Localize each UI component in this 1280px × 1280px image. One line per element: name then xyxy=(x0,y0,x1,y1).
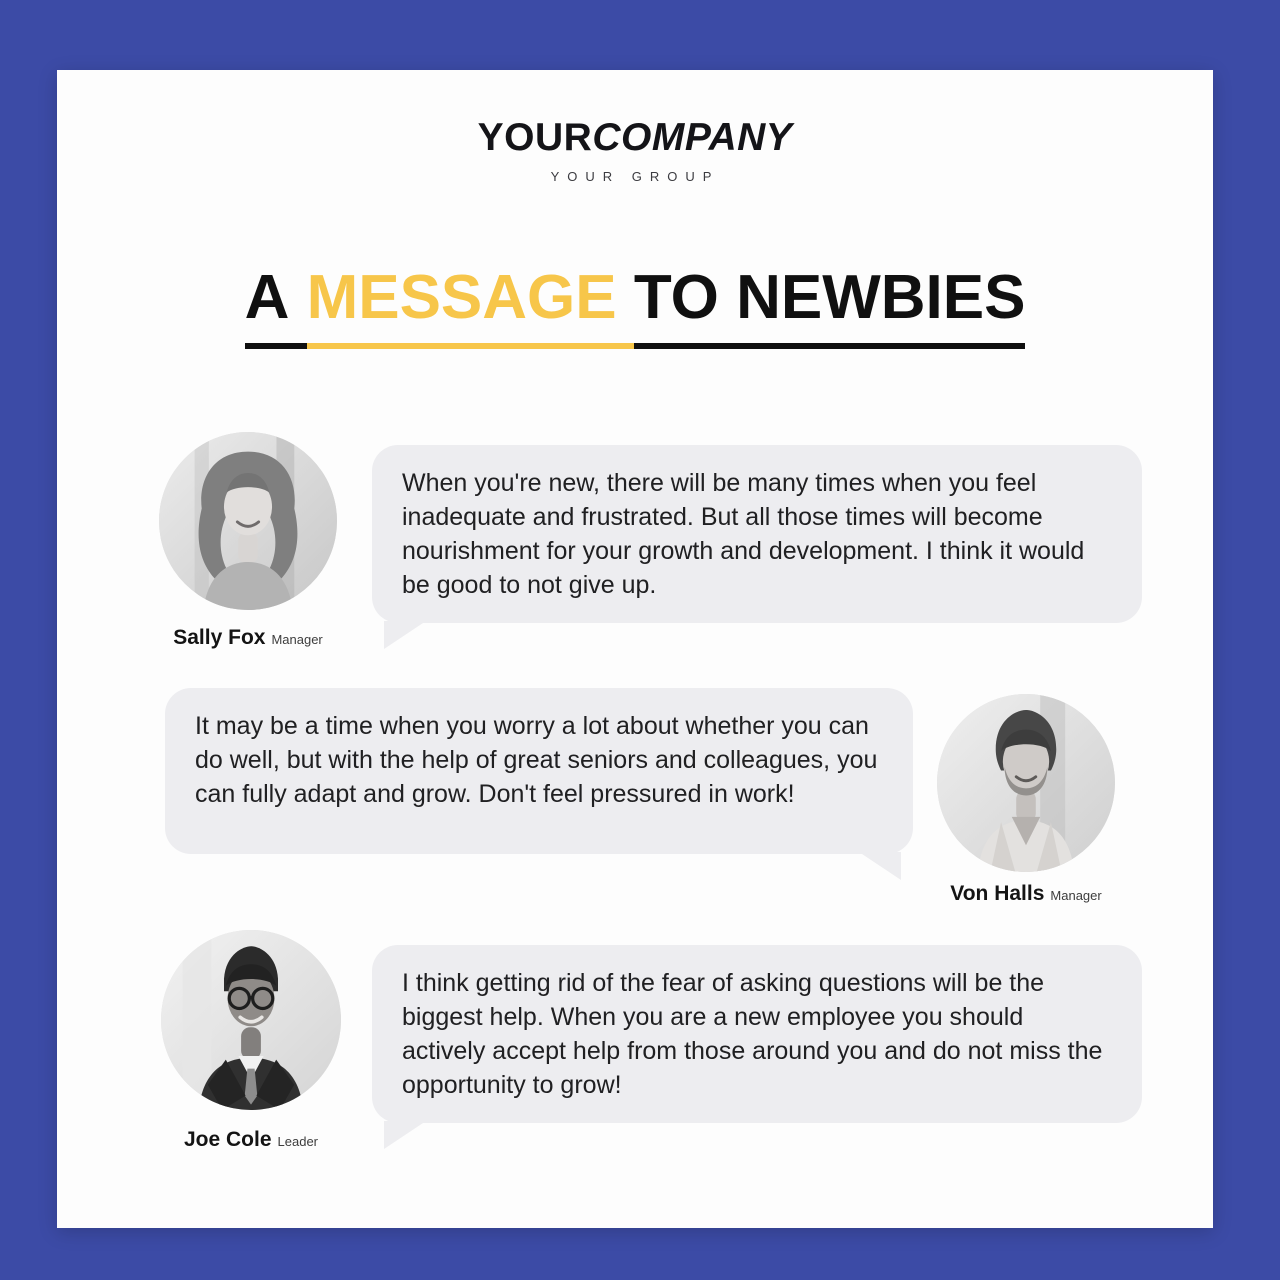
avatar-sally-fox xyxy=(159,432,337,610)
title-suffix: TO NEWBIES xyxy=(634,262,1026,349)
title-prefix: A xyxy=(245,262,307,349)
woman-portrait-icon xyxy=(159,432,337,610)
brand-name-bold: YOUR xyxy=(477,116,593,159)
message-text: It may be a time when you worry a lot about whether you can do well, but with the help of great seniors and colleagues, you can fully adapt and grow. Don't feel pressured in work! xyxy=(195,712,878,808)
speaker-caption-joe xyxy=(184,1128,318,1152)
man-portrait-icon xyxy=(937,694,1115,872)
speaker-name: Sally Fox xyxy=(173,626,266,649)
avatar-von-halls xyxy=(937,694,1115,872)
speech-bubble-von xyxy=(165,688,913,854)
brand-name-italic: COMPANY xyxy=(592,116,793,159)
speaker-name: Von Halls xyxy=(950,882,1045,905)
man-glasses-portrait-icon xyxy=(161,930,341,1110)
speech-bubble-joe xyxy=(372,945,1142,1123)
speech-bubble-sally xyxy=(372,445,1142,623)
speaker-role: Leader xyxy=(277,1134,319,1149)
brand-name xyxy=(57,116,1213,160)
speaker-name: Joe Cole xyxy=(183,1128,272,1151)
speaker-role: Manager xyxy=(271,632,323,647)
brand-subtitle: YOUR GROUP xyxy=(550,169,720,184)
company-logo xyxy=(57,116,1213,184)
speaker-role: Manager xyxy=(1050,888,1102,903)
poster-card xyxy=(57,70,1213,1228)
page-title xyxy=(57,262,1213,349)
avatar-joe-cole xyxy=(161,930,341,1110)
speaker-caption-von xyxy=(950,882,1101,906)
message-text: When you're new, there will be many times when you feel inadequate and frustrated. But all those times will become nourishment for your growth and development. I think it would be good to not give up. xyxy=(402,469,1085,599)
title-highlight: MESSAGE xyxy=(307,262,634,349)
speaker-caption-sally xyxy=(173,626,323,650)
message-text: I think getting rid of the fear of asking questions will be the biggest help. When you are a new employee you should actively accept help from those around you and do not miss the opportunity to grow! xyxy=(402,969,1103,1099)
